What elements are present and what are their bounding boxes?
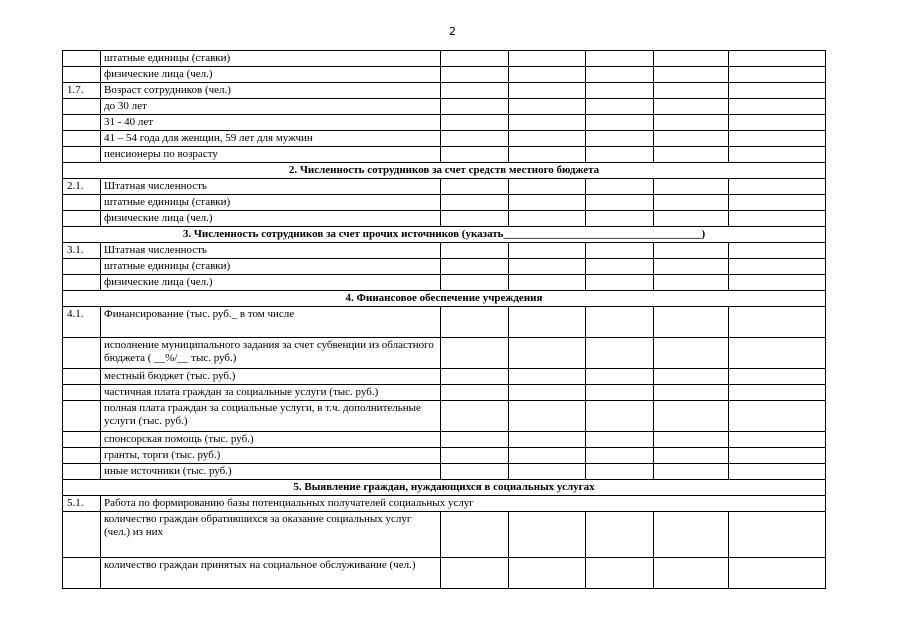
value-cell	[586, 558, 654, 589]
value-cell	[729, 558, 826, 589]
section-header-row	[63, 227, 826, 243]
indicator-label: спонсорская помощь (тыс. руб.)	[101, 432, 441, 448]
value-cell	[729, 385, 826, 401]
value-cell	[586, 131, 654, 147]
value-cell	[586, 51, 654, 67]
indicator-label: штатные единицы (ставки)	[101, 51, 441, 67]
value-cell	[441, 243, 509, 259]
value-cell	[509, 307, 586, 338]
value-cell	[729, 259, 826, 275]
row-number	[63, 401, 101, 432]
value-cell	[654, 275, 729, 291]
table-row	[63, 432, 826, 448]
indicator-label: штатные единицы (ставки)	[101, 195, 441, 211]
row-number: 1.7.	[63, 83, 101, 99]
section-title: 5. Выявление граждан, нуждающихся в социальных услугах	[63, 480, 826, 496]
indicator-label: 41 – 54 года для женщин, 59 лет для мужчин	[101, 131, 441, 147]
table-row	[63, 51, 826, 67]
value-cell	[441, 115, 509, 131]
row-number	[63, 448, 101, 464]
value-cell	[586, 338, 654, 369]
indicator-label: Финансирование (тыс. руб._ в том числе	[101, 307, 441, 338]
value-cell	[509, 369, 586, 385]
value-cell	[441, 464, 509, 480]
page-number: 2	[449, 25, 456, 38]
value-cell	[586, 115, 654, 131]
value-cell	[509, 243, 586, 259]
row-number	[63, 338, 101, 369]
value-cell	[586, 401, 654, 432]
value-cell	[441, 448, 509, 464]
value-cell	[654, 401, 729, 432]
value-cell	[729, 512, 826, 558]
row-number	[63, 369, 101, 385]
value-cell	[654, 195, 729, 211]
row-number	[63, 115, 101, 131]
table-row	[63, 195, 826, 211]
row-number	[63, 275, 101, 291]
table-row	[63, 338, 826, 369]
value-cell	[586, 385, 654, 401]
value-cell	[586, 369, 654, 385]
value-cell	[729, 401, 826, 432]
value-cell	[509, 99, 586, 115]
row-number: 2.1.	[63, 179, 101, 195]
table-row	[63, 99, 826, 115]
table-row	[63, 558, 826, 589]
row-number	[63, 464, 101, 480]
value-cell	[729, 67, 826, 83]
table-row	[63, 115, 826, 131]
value-cell	[654, 179, 729, 195]
value-cell	[729, 131, 826, 147]
section-title: 3. Численность сотрудников за счет прочих источников (указать____________________________________)	[63, 227, 826, 243]
value-cell	[441, 338, 509, 369]
value-cell	[441, 369, 509, 385]
value-cell	[509, 464, 586, 480]
indicator-label: исполнение муниципального задания за счет субвенции из областного бюджета ( __%/__ тыс. руб.)	[101, 338, 441, 369]
value-cell	[441, 195, 509, 211]
indicator-label: количество граждан принятых на социальное обслуживание (чел.)	[101, 558, 441, 589]
value-cell	[441, 307, 509, 338]
value-cell	[586, 99, 654, 115]
value-cell	[441, 275, 509, 291]
value-cell	[441, 83, 509, 99]
value-cell	[654, 259, 729, 275]
indicator-label: пенсионеры по возрасту	[101, 147, 441, 163]
value-cell	[586, 211, 654, 227]
value-cell	[509, 512, 586, 558]
value-cell	[509, 275, 586, 291]
value-cell	[441, 179, 509, 195]
value-cell	[509, 51, 586, 67]
row-number	[63, 211, 101, 227]
value-cell	[729, 51, 826, 67]
value-cell	[729, 83, 826, 99]
value-cell	[586, 83, 654, 99]
value-cell	[586, 464, 654, 480]
value-cell	[509, 147, 586, 163]
value-cell	[441, 432, 509, 448]
report-table	[62, 50, 826, 589]
row-number: 5.1.	[63, 496, 101, 512]
section-header-row	[63, 291, 826, 307]
value-cell	[654, 338, 729, 369]
table-row	[63, 243, 826, 259]
value-cell	[654, 51, 729, 67]
value-cell	[509, 179, 586, 195]
value-cell	[654, 432, 729, 448]
table-row	[63, 385, 826, 401]
value-cell	[586, 243, 654, 259]
value-cell	[509, 115, 586, 131]
value-cell	[729, 275, 826, 291]
value-cell	[654, 385, 729, 401]
row-number	[63, 512, 101, 558]
value-cell	[441, 51, 509, 67]
row-number	[63, 67, 101, 83]
indicator-label: физические лица (чел.)	[101, 211, 441, 227]
value-cell	[441, 67, 509, 83]
value-cell	[441, 401, 509, 432]
row-number	[63, 558, 101, 589]
value-cell	[441, 147, 509, 163]
value-cell	[441, 131, 509, 147]
section-title: 2. Численность сотрудников за счет средств местного бюджета	[63, 163, 826, 179]
value-cell	[586, 448, 654, 464]
value-cell	[729, 243, 826, 259]
indicator-label: частичная плата граждан за социальные услуги (тыс. руб.)	[101, 385, 441, 401]
row-number	[63, 51, 101, 67]
table-row	[63, 464, 826, 480]
table-row	[63, 179, 826, 195]
value-cell	[509, 448, 586, 464]
indicator-label: Работа по формированию базы потенциальных получателей социальных услуг	[101, 496, 826, 512]
value-cell	[586, 67, 654, 83]
indicator-label: количество граждан обратившихся за оказание социальных услуг (чел.) из них	[101, 512, 441, 558]
value-cell	[729, 338, 826, 369]
value-cell	[586, 512, 654, 558]
value-cell	[509, 67, 586, 83]
value-cell	[654, 83, 729, 99]
value-cell	[509, 401, 586, 432]
value-cell	[509, 211, 586, 227]
value-cell	[654, 464, 729, 480]
indicator-label: Штатная численность	[101, 179, 441, 195]
value-cell	[654, 369, 729, 385]
row-number	[63, 99, 101, 115]
indicator-label: гранты, торги (тыс. руб.)	[101, 448, 441, 464]
value-cell	[509, 385, 586, 401]
indicator-label: до 30 лет	[101, 99, 441, 115]
value-cell	[729, 448, 826, 464]
section-header-row	[63, 163, 826, 179]
indicator-label: 31 - 40 лет	[101, 115, 441, 131]
section-title: 4. Финансовое обеспечение учреждения	[63, 291, 826, 307]
value-cell	[729, 307, 826, 338]
value-cell	[441, 259, 509, 275]
value-cell	[654, 448, 729, 464]
value-cell	[441, 99, 509, 115]
value-cell	[654, 558, 729, 589]
value-cell	[509, 338, 586, 369]
table-row	[63, 67, 826, 83]
value-cell	[729, 99, 826, 115]
value-cell	[586, 259, 654, 275]
value-cell	[509, 432, 586, 448]
indicator-label: штатные единицы (ставки)	[101, 259, 441, 275]
row-number	[63, 131, 101, 147]
value-cell	[729, 211, 826, 227]
table-row	[63, 83, 826, 99]
row-number: 3.1.	[63, 243, 101, 259]
table-row	[63, 259, 826, 275]
value-cell	[509, 83, 586, 99]
value-cell	[654, 211, 729, 227]
value-cell	[729, 115, 826, 131]
value-cell	[654, 243, 729, 259]
value-cell	[729, 369, 826, 385]
value-cell	[441, 558, 509, 589]
value-cell	[586, 275, 654, 291]
indicator-label: Возраст сотрудников (чел.)	[101, 83, 441, 99]
indicator-label: физические лица (чел.)	[101, 67, 441, 83]
indicator-label: местный бюджет (тыс. руб.)	[101, 369, 441, 385]
value-cell	[586, 307, 654, 338]
table-row	[63, 211, 826, 227]
value-cell	[586, 195, 654, 211]
value-cell	[654, 512, 729, 558]
value-cell	[509, 131, 586, 147]
value-cell	[441, 211, 509, 227]
value-cell	[509, 195, 586, 211]
value-cell	[654, 307, 729, 338]
row-number	[63, 385, 101, 401]
table-row	[63, 275, 826, 291]
value-cell	[654, 67, 729, 83]
row-number	[63, 147, 101, 163]
value-cell	[509, 259, 586, 275]
section-header-row	[63, 480, 826, 496]
value-cell	[654, 147, 729, 163]
value-cell	[441, 512, 509, 558]
row-number: 4.1.	[63, 307, 101, 338]
table-row	[63, 307, 826, 338]
indicator-label: иные источники (тыс. руб.)	[101, 464, 441, 480]
value-cell	[586, 147, 654, 163]
table-row	[63, 512, 826, 558]
value-cell	[654, 99, 729, 115]
value-cell	[654, 115, 729, 131]
value-cell	[509, 558, 586, 589]
indicator-label: Штатная численность	[101, 243, 441, 259]
row-number	[63, 259, 101, 275]
row-number	[63, 195, 101, 211]
value-cell	[441, 385, 509, 401]
value-cell	[586, 432, 654, 448]
value-cell	[729, 432, 826, 448]
table-row	[63, 401, 826, 432]
indicator-label: полная плата граждан за социальные услуги, в т.ч. дополнительные услуги (тыс. руб.)	[101, 401, 441, 432]
value-cell	[729, 195, 826, 211]
table-row	[63, 369, 826, 385]
table-row	[63, 448, 826, 464]
table-row	[63, 131, 826, 147]
table-row	[63, 496, 826, 512]
table-row	[63, 147, 826, 163]
value-cell	[729, 179, 826, 195]
value-cell	[654, 131, 729, 147]
value-cell	[729, 147, 826, 163]
row-number	[63, 432, 101, 448]
indicator-label: физические лица (чел.)	[101, 275, 441, 291]
value-cell	[729, 464, 826, 480]
value-cell	[586, 179, 654, 195]
